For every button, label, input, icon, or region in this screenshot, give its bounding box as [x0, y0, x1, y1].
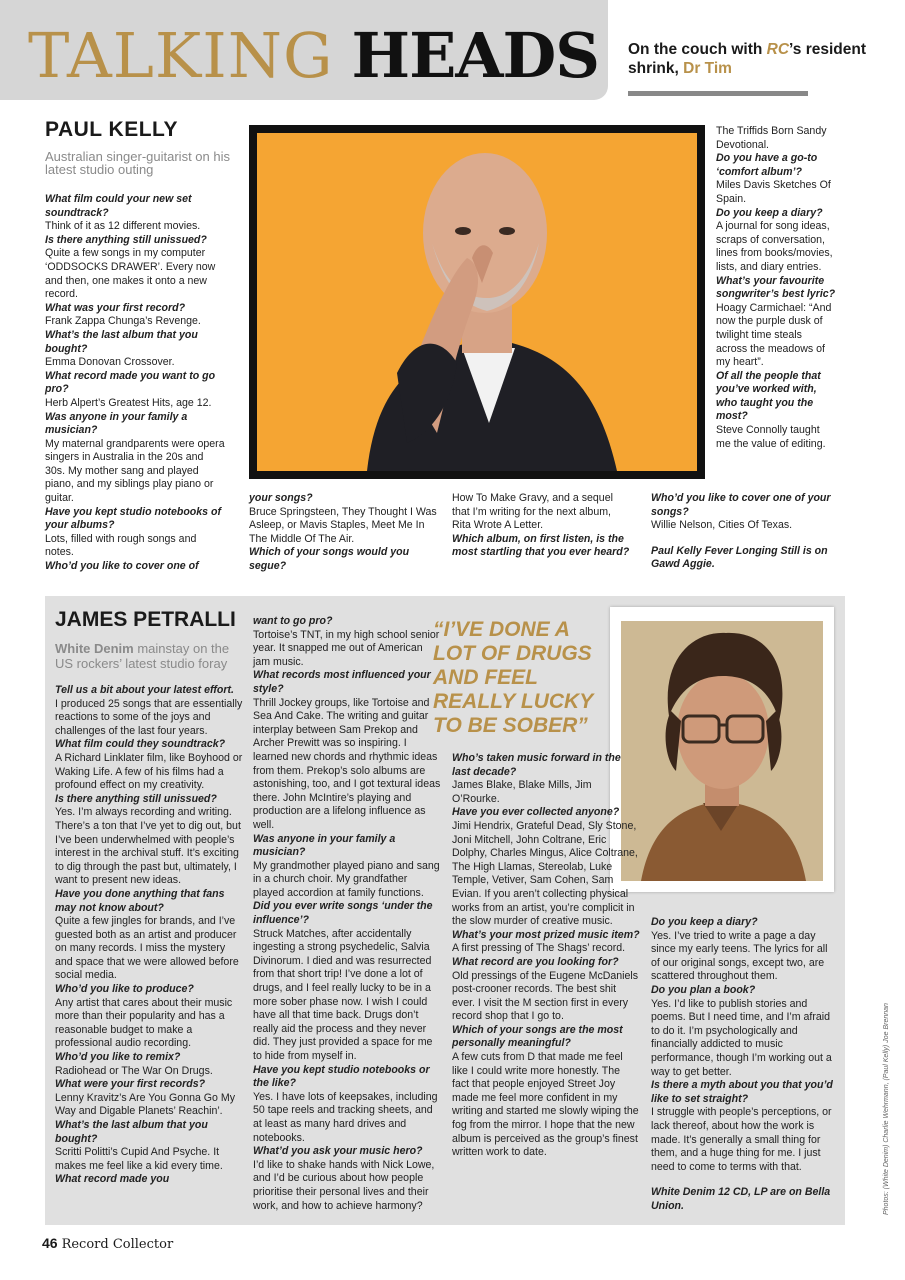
interview-question: Who’s taken music forward in the last decade? — [452, 752, 621, 778]
interview-answer: Quite a few songs in my computer ‘ODDSOCKS DRAWER’. Every now and then, one makes it onto a new record. — [45, 247, 216, 301]
interview-question: What were your first records? — [55, 1078, 206, 1091]
interview-question: Who’d you like to remix? — [55, 1051, 181, 1064]
interview-question: Have you done anything that fans may not know about? — [55, 887, 225, 914]
interview-answer: Willie Nelson, Cities Of Texas. — [651, 519, 793, 532]
interview-question: Have you ever collected anyone? — [452, 806, 620, 819]
interview-answer: Quite a few jingles for brands, and I’ve guested both as an artist and producer on many records. I miss the mystery and space that we were allowed before social media. — [55, 915, 239, 982]
tagline: On the couch with RC’s resident shrink, Dr Tim — [628, 41, 866, 77]
photo-credit: Photos: (White Denim) Charlie Wehrmann, (Paul Kelly) Joe Brennan — [883, 1003, 890, 1215]
interview-answer: Struck Matches, after accidentally ingesting a strong psychedelic, Salvia Divinorum. I died and was resurrected from that short trip! I’ve done a lot of drugs, and I feel really lucky to be in a more sober phase now. I wish I could have all that time back. Drugs don’t really aid the process and they never did. They just provided a space for me to hide from myself in. — [253, 927, 433, 1062]
interview-question: your songs? — [249, 492, 313, 504]
interview-question: Do you keep a diary? — [716, 206, 823, 219]
interview-question: Have you kept studio notebooks of your albums? — [45, 505, 221, 532]
interview-answer: Herb Alpert’s Greatest Hits, age 12. — [45, 396, 212, 409]
interview-question: What’s your favourite songwriter’s best lyric? — [716, 274, 836, 301]
interview-question: What records most influenced your style? — [253, 669, 431, 695]
james-col-3 — [452, 752, 640, 1160]
interview-question: Of all the people that you’ve worked with, who taught you the most? — [716, 369, 821, 423]
interview-answer: Yes. I’m always recording and writing. There’s a ton that I’ve yet to dig out, but I’ve been underwhelmed with people’s interest in the archival stuff. It’s exciting to dig through the past but, ultimately, I want to present new ideas. — [55, 806, 241, 887]
james-col-2 — [253, 615, 441, 1213]
masthead — [28, 20, 599, 93]
interview-question: Was anyone in your family a musician? — [45, 410, 188, 437]
interview-question: What film could they soundtrack? — [55, 738, 226, 751]
interview-answer: How To Make Gravy, and a sequel that I’m writing for the next album, Rita Wrote A Letter. — [452, 492, 613, 532]
interview-question: What’s the last album that you bought? — [45, 328, 198, 355]
interview-answer: James Blake, Blake Mills, Jim O’Rourke. — [452, 779, 592, 805]
paul-kelly-name: PAUL KELLY — [45, 118, 178, 141]
interview-question: What film could your new set soundtrack? — [45, 193, 192, 219]
interview-question: Is there a myth about you that you’d like to set straight? — [651, 1079, 833, 1105]
interview-answer: My maternal grandparents were opera singers in Australia in the 20s and 30s. My mother sang and played piano, and my siblings play piano or guitar. — [45, 437, 225, 505]
interview-question: What’s the last album that you bought? — [55, 1119, 208, 1145]
paul-kelly-photo — [249, 125, 705, 479]
interview-answer: Lenny Kravitz’s Are You Gonna Go My Way and Digable Planets’ Reachin’. — [55, 1091, 236, 1118]
interview-question: What’s your most prized music item? — [452, 928, 640, 941]
tagline-rule — [628, 91, 808, 96]
interview-answer: A few cuts from D that made me feel like I could write more honestly. The fact that people enjoyed Street Joy made me feel more confident in my writing and started me slowly wiping the fog from the mirror. I hope that the new album is perceived as the group’s finest written work to date. — [452, 1051, 639, 1159]
spacer — [651, 1174, 836, 1186]
portrait-figure-2 — [621, 621, 823, 881]
james-petralli-subtitle: White Denim mainstay on the US rockers’ latest studio foray — [55, 641, 230, 671]
spacer — [651, 533, 841, 545]
interview-answer: I produced 25 songs that are essentially reactions to some of the joys and challenges of the last four years. — [55, 697, 243, 737]
interview-answer: Yes. I’d like to publish stories and poems. But I need time, and I’m afraid to do it. I’m psychologically and financially addicted to music performance, though I’m working out a way to get better. — [651, 997, 832, 1078]
interview-answer: Bruce Springsteen, They Thought I Was Asleep, or Mavis Staples, Meet Me In The Middle Of The Air. — [249, 505, 437, 545]
interview-question: Do you plan a book? — [651, 983, 756, 996]
interview-answer: Steve Connolly taught me the value of editing. — [716, 424, 826, 450]
interview-question: Which of your songs are the most personally meaningful? — [452, 1023, 623, 1050]
interview-answer: Yes. I have lots of keepsakes, including 50 tape reels and tracking sheets, and at least as many hard drives and notebooks. — [253, 1090, 438, 1144]
paul-col-5 — [651, 492, 841, 572]
interview-answer: Yes. I’ve tried to write a page a day since my early teens. The lyrics for all of our original songs, except two, are scattered throughout them. — [651, 929, 828, 983]
interview-question: Do you keep a diary? — [651, 916, 758, 928]
masthead-talking: TALKING — [28, 19, 334, 92]
interview-answer: Hoagy Carmichael: “And now the purple dusk of twilight time steals across the meadows of my heart”. — [716, 301, 832, 369]
james-petralli-name: JAMES PETRALLI — [55, 608, 236, 631]
magazine-name: Record Collector — [61, 1237, 174, 1252]
interview-question: Paul Kelly Fever Longing Still is on Gawd Aggie. — [651, 544, 828, 571]
paul-col-3 — [452, 492, 632, 560]
interview-question: want to go pro? — [253, 615, 333, 627]
interview-answer: Thrill Jockey groups, like Tortoise and Sea And Cake. The writing and guitar interplay between Sam Prekop and Archer Prewitt was so inspiring. I learned new chords and rhythmic ideas from them. Prekop’s solo albums are astonishing, too, and I got textural ideas there. John McIntire’s playing and production are a lifelong influence as well. — [253, 696, 441, 831]
interview-question: Which of your songs would you segue? — [249, 546, 410, 572]
paul-col-2 — [249, 492, 439, 574]
page-number: 46 — [42, 1235, 58, 1251]
interview-question: Have you kept studio notebooks or the like? — [253, 1063, 430, 1090]
james-col-4 — [651, 916, 836, 1213]
paul-kelly-subtitle: Australian singer-guitarist on his latest studio outing — [45, 149, 230, 177]
interview-question: Was anyone in your family a musician? — [253, 832, 396, 859]
pull-quote: “I’VE DONE A LOT OF DRUGS AND FEEL REALLY LUCKY TO BE SOBER” — [433, 618, 593, 737]
interview-question: What record made you want to go pro? — [45, 369, 216, 396]
interview-answer: Any artist that cares about their music more than their popularity and has a reasonable budget to make a professional audio recording. — [55, 996, 233, 1050]
interview-question: Who’d you like to cover one of — [45, 560, 199, 573]
portrait-figure — [257, 133, 697, 471]
interview-answer: Emma Donovan Crossover. — [45, 356, 175, 369]
james-petralli-photo — [610, 607, 834, 892]
interview-answer: Frank Zappa Chunga’s Revenge. — [45, 315, 201, 328]
interview-answer: A Richard Linklater film, like Boyhood or Waking Life. A few of his films had a profound effect on my creativity. — [55, 751, 243, 792]
paul-col-4 — [716, 125, 836, 451]
interview-answer: I struggle with people’s perceptions, or lack thereof, about how the work is made. It’s generally a small thing for them, and a huge thing for me. I just need to come to terms with that. — [651, 1106, 832, 1173]
page-footer — [42, 1235, 173, 1252]
interview-question: What’d you ask your music hero? — [253, 1145, 423, 1158]
interview-answer: Tortoise’s TNT, in my high school senior year. It snapped me out of American jam music. — [253, 628, 440, 668]
interview-question: Did you ever write songs ‘under the influence’? — [253, 900, 433, 927]
interview-answer: Jimi Hendrix, Grateful Dead, Sly Stone, Joni Mitchell, John Coltrane, Eric Dolphy, Charles Mingus, Alice Coltrane, The High Llamas, Stereolab, Luke Temple, Vetiver, Sam Cohen, Sam Evian. If you aren’t collecting physical works from an artist, you’re complicit in the slow murder of creative music. — [452, 819, 638, 928]
interview-answer: Radiohead or The War On Drugs. — [55, 1064, 213, 1077]
interview-question: Is there anything still unissued? — [55, 792, 217, 805]
interview-answer: A journal for song ideas, scraps of conversation, lines from books/movies, lists, and diary entries. — [716, 220, 833, 273]
interview-answer: Scritti Politti’s Cupid And Psyche. It makes me feel like a kid every time. — [55, 1146, 223, 1172]
interview-answer: Old pressings of the Eugene McDaniels post-crooner records. The best shit ever. I visit the M section first in every record shop that I go to. — [452, 969, 639, 1023]
interview-question: Who’d you like to produce? — [55, 983, 194, 996]
interview-question: Which album, on first listen, is the most startling that you ever heard? — [452, 532, 630, 559]
james-col-1 — [55, 684, 243, 1187]
interview-question: Tell us a bit about your latest effort. — [55, 684, 234, 696]
interview-answer: Miles Davis Sketches Of Spain. — [716, 179, 831, 205]
interview-answer: My grandmother played piano and sang in a church choir. My grandfather played accordion at family functions. — [253, 859, 440, 899]
paul-col-1 — [45, 193, 225, 574]
interview-question: Who’d you like to cover one of your songs? — [651, 492, 831, 518]
interview-question: White Denim 12 CD, LP are on Bella Union. — [651, 1186, 831, 1212]
interview-question: What was your first record? — [45, 301, 186, 314]
interview-answer: I’d like to shake hands with Nick Lowe, and I’d be curious about how people prioritise their personal lives and their work, and how to achieve harmony? — [253, 1158, 435, 1212]
interview-question: What record are you looking for? — [452, 955, 619, 968]
interview-question: Do you have a go-to ‘comfort album’? — [716, 152, 818, 178]
interview-answer: The Triffids Born Sandy Devotional. — [716, 125, 827, 151]
interview-question: What record made you — [55, 1173, 170, 1186]
interview-answer: Think of it as 12 different movies. — [45, 220, 201, 233]
masthead-heads: HEADS — [351, 19, 599, 92]
interview-answer: Lots, filled with rough songs and notes. — [45, 532, 197, 559]
interview-answer: A first pressing of The Shags’ record. — [452, 942, 626, 955]
interview-question: Is there anything still unissued? — [45, 233, 207, 246]
